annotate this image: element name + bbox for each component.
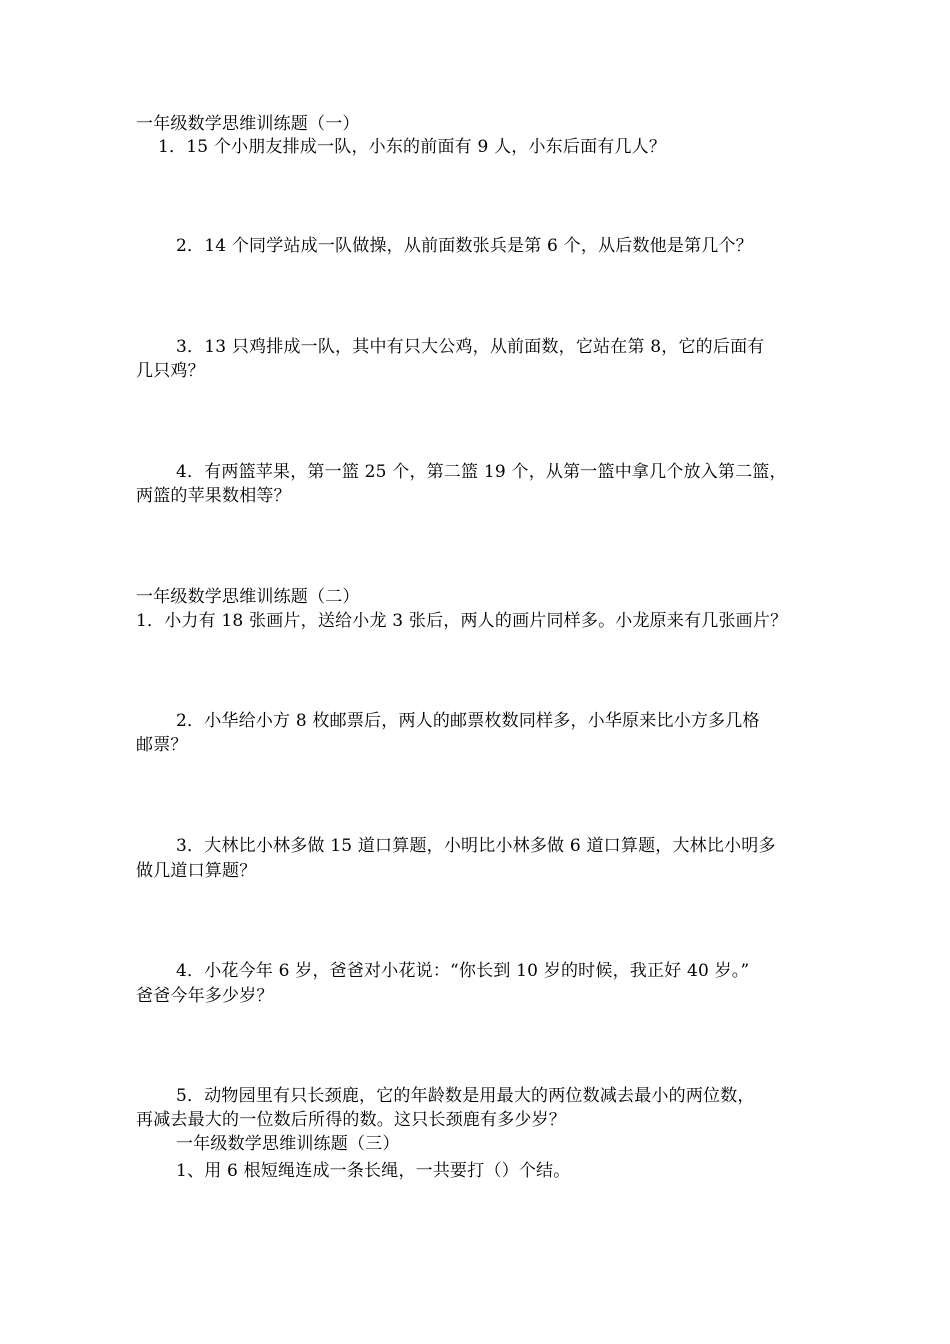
question-1-4-line-2: 两篮的苹果数相等？ — [136, 486, 291, 506]
question-1-1: 1．15 个小朋友排成一队，小东的前面有 9 人，小东后面有几人？ — [158, 137, 667, 157]
question-2-1: 1．小力有 18 张画片，送给小龙 3 张后，两人的画片同样多。小龙原来有几张画片？ — [136, 611, 788, 631]
section-title-1: 一年级数学思维训练题（一） — [136, 114, 360, 134]
section-title-3: 一年级数学思维训练题（三） — [176, 1134, 400, 1154]
question-2-3-line-2: 做几道口算题？ — [136, 861, 257, 881]
question-1-3-line-1: 3．13 只鸡排成一队，其中有只大公鸡，从前面数，它站在第 8，它的后面有 — [176, 337, 765, 357]
question-3-1: 1、用 6 根短绳连成一条长绳，一共要打（）个结。 — [176, 1161, 571, 1181]
question-2-4-line-2: 爸爸今年多少岁？ — [136, 986, 274, 1006]
question-2-5-line-2: 再减去最大的一位数后所得的数。这只长颈鹿有多少岁？ — [136, 1110, 566, 1130]
question-1-4-line-1: 4．有两篮苹果，第一篮 25 个，第二篮 19 个，从第一篮中拿几个放入第二篮， — [176, 462, 787, 482]
question-2-5-line-1: 5．动物园里有只长颈鹿，它的年龄数是用最大的两位数减去最小的两位数， — [176, 1086, 755, 1106]
question-2-2-line-1: 2．小华给小方 8 枚邮票后，两人的邮票枚数同样多，小华原来比小方多几格 — [176, 711, 760, 731]
question-1-2: 2．14 个同学站成一队做操，从前面数张兵是第 6 个，从后数他是第几个？ — [176, 236, 753, 256]
question-1-3-line-2: 几只鸡？ — [136, 361, 205, 381]
question-2-2-line-2: 邮票？ — [136, 735, 188, 755]
question-2-4-line-1: 4．小花今年 6 岁，爸爸对小花说：“你长到 10 岁的时候，我正好 40 岁。” — [176, 961, 750, 981]
question-2-3-line-1: 3．大林比小林多做 15 道口算题，小明比小林多做 6 道口算题，大林比小明多 — [176, 836, 776, 856]
section-title-2: 一年级数学思维训练题（二） — [136, 587, 360, 607]
